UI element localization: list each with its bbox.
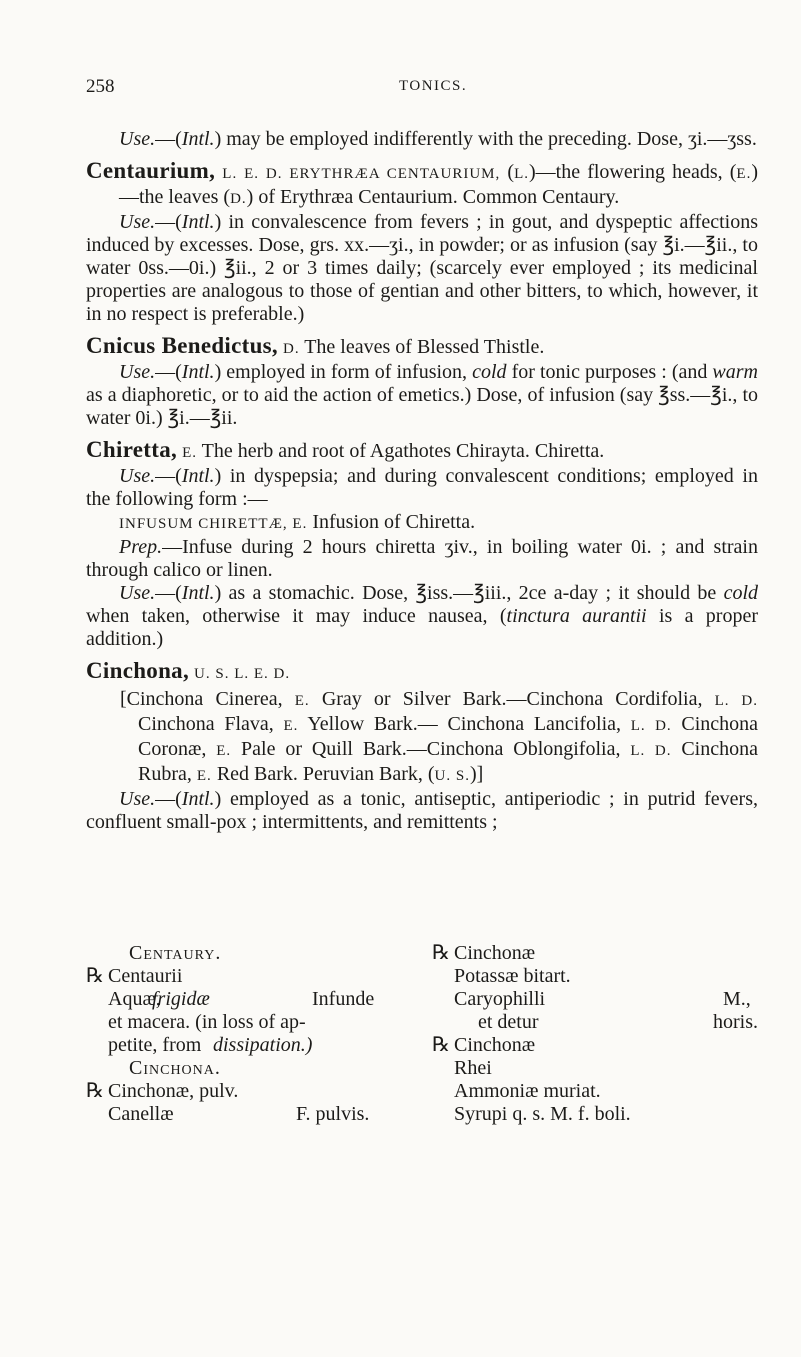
paragraph-p8: INFUSUM CHIRETTÆ, E. Infusion of Chiretta.	[119, 511, 476, 533]
recipe-direction: horis.	[713, 1011, 758, 1033]
paragraph-p2: Centaurium, L. E. D. ERYTHRÆA CENTAURIUM, (L.)—the flowering heads, (E.)—the leaves (D.) of Erythræa Centaurium. Common Centaury.	[86, 158, 758, 208]
paragraph-p4: Cnicus Benedictus, D. The leaves of Blessed Thistle.	[86, 333, 545, 358]
recipe-symbol: ℞	[86, 1080, 104, 1102]
recipe-direction: M.,	[723, 988, 751, 1010]
recipe-ingredient: Canellæ	[108, 1103, 174, 1125]
recipe-ingredient: Cinchonæ	[454, 942, 536, 964]
recipe-ingredient: Aquæ,	[108, 988, 161, 1010]
recipe-ingredient: Caryophilli	[454, 988, 546, 1010]
recipe-direction: F. pulvis.	[296, 1103, 370, 1125]
page-header	[86, 76, 746, 100]
recipe-heading-centaury: Centaury.	[129, 942, 222, 964]
paragraph-p3: Use.—(Intl.) in convalescence from fevers ; in gout, and dyspeptic affections induced by excesses. Dose, grs. xx.—ʒi., in powder; or as infusion (say ℥i.—℥ii., to water 0ss.—0i.) ℥ii., 2 or 3 times daily; (scarcely ever employed ; its medicinal properties are analogous to those of gentian and other bitters, to which, however, it in no respect is preferable.)	[86, 211, 758, 325]
paragraph-p9: Prep.—Infuse during 2 hours chiretta ʒiv., in boiling water 0i. ; and strain through calico or linen.	[86, 536, 758, 581]
running-title: TONICS.	[399, 78, 468, 94]
recipe-ingredient: Ammoniæ muriat.	[454, 1080, 601, 1102]
recipe-ingredient: Rhei	[454, 1057, 492, 1079]
recipe-block	[86, 942, 766, 1192]
paragraph-p11: Cinchona, U. S. L. E. D.	[86, 658, 291, 683]
paragraph-p12: [Cinchona Cinerea, E. Gray or Silver Bark.—Cinchona Cordifolia, L. D. Cinchona Flava, E. Yellow Bark.— Cinchona Lancifolia, L. D. Cinchona Coronæ, E. Pale or Quill Bark.—Cinchona Oblongifolia, L. D. Cinchona Rubra, E. Red Bark. Peruvian Bark, (U. S.)]	[120, 688, 759, 785]
recipe-ingredient: Potassæ bitart.	[454, 965, 571, 987]
recipe-direction: dissipation.)	[213, 1034, 313, 1056]
recipe-symbol: ℞	[86, 965, 104, 987]
recipe-symbol: ℞	[432, 942, 450, 964]
body-text	[86, 128, 758, 834]
recipe-direction: Syrupi q. s. M. f. boli.	[454, 1103, 631, 1125]
recipe-ingredient: Cinchonæ, pulv.	[108, 1080, 239, 1102]
recipe-direction: Infunde	[312, 988, 375, 1010]
recipe-ingredient: Centaurii	[108, 965, 183, 987]
recipe-ingredient: Cinchonæ	[454, 1034, 536, 1056]
paragraph-p6: Chiretta, E. The herb and root of Agathotes Chirayta. Chiretta.	[86, 437, 605, 462]
recipe-direction: et detur	[478, 1011, 539, 1033]
recipe-direction: et macera. (in loss of ap-	[108, 1011, 306, 1033]
recipe-direction: petite, from	[108, 1034, 202, 1056]
paragraph-p1: Use.—(Intl.) may be employed indifferently with the preceding. Dose, ʒi.—ʒss.	[119, 128, 757, 150]
paragraph-p7: Use.—(Intl.) in dyspepsia; and during convalescent conditions; employed in the following form :—	[86, 465, 758, 510]
paragraph-p5: Use.—(Intl.) employed in form of infusion, cold for tonic purposes : (and warm as a diaphoretic, or to aid the action of emetics.) Dose, of infusion (say ℥ss.—℥i., to water 0i.) ℥i.—℥ii.	[86, 361, 758, 429]
recipe-heading-cinchona: Cinchona.	[129, 1057, 221, 1079]
recipe-symbol: ℞	[432, 1034, 450, 1056]
paragraph-p10: Use.—(Intl.) as a stomachic. Dose, ℥iss.—℥iii., 2ce a-day ; it should be cold when taken, otherwise it may induce nausea, (tinctura aurantii is a proper addition.)	[86, 582, 758, 650]
paragraph-p13: Use.—(Intl.) employed as a tonic, antiseptic, antiperiodic ; in putrid fevers, confluent small-pox ; intermittents, and remittents ;	[86, 788, 758, 833]
recipe-ingredient: frigidæ	[152, 988, 210, 1010]
page-number: 258	[86, 76, 115, 97]
